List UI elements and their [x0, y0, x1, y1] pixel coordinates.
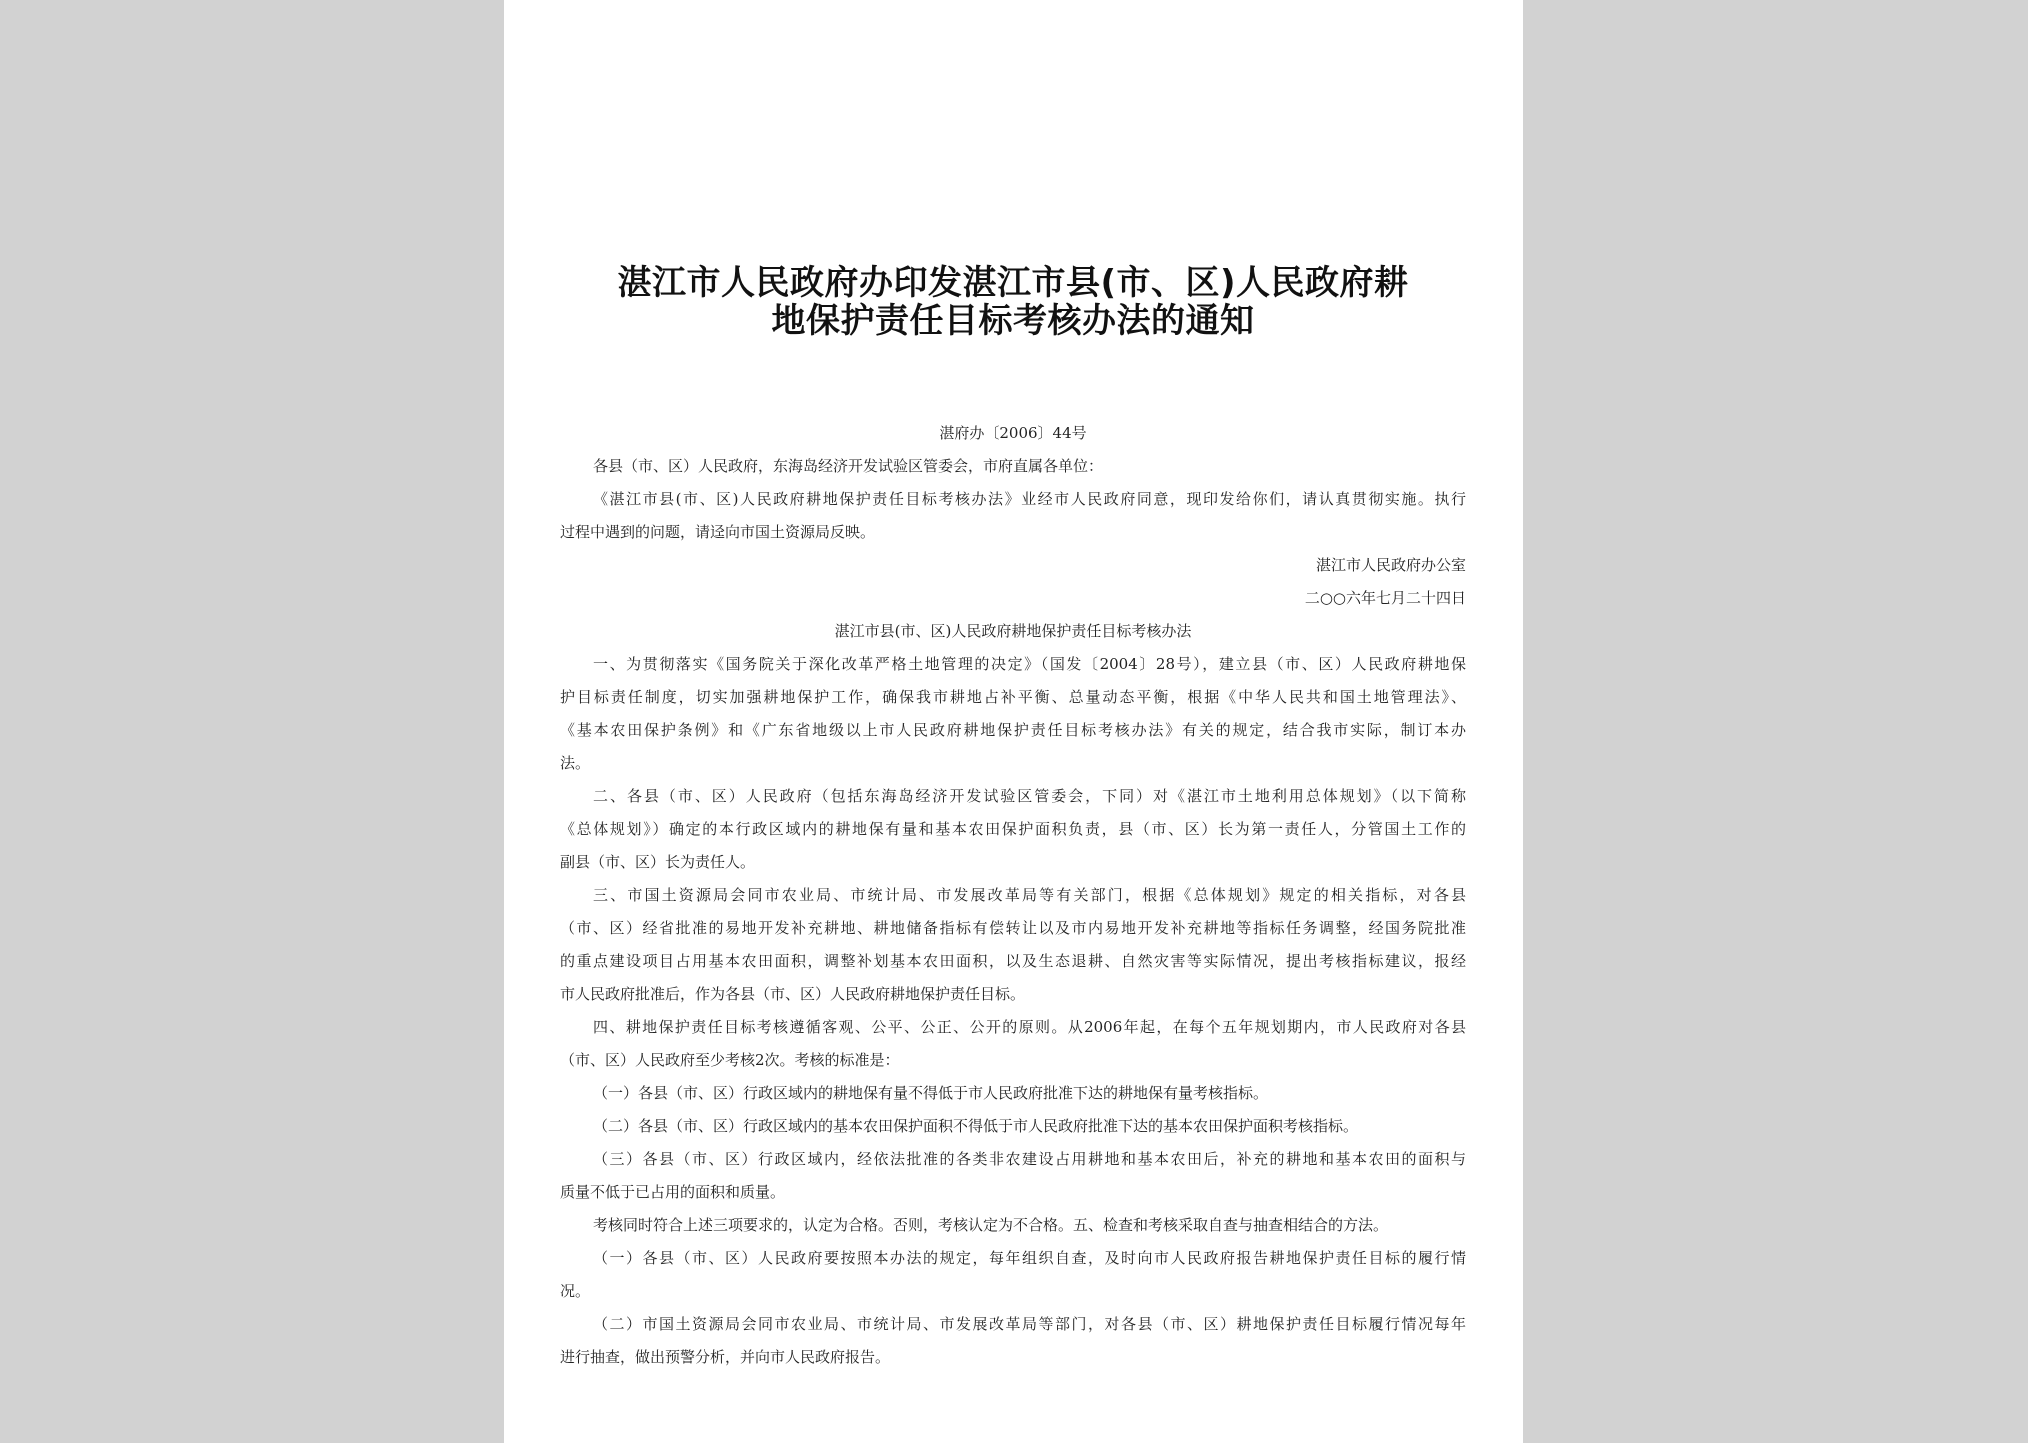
document-title-line-1: 湛江市人民政府办印发湛江市县(市、区)人民政府耕	[617, 263, 1409, 303]
document-title-line-2: 地保护责任目标考核办法的通知	[771, 301, 1255, 341]
body-line: 护目标责任制度，切实加强耕地保护工作，确保我市耕地占补平衡、总量动态平衡，根据《中华人民共和国土地管理法》、	[560, 688, 1466, 706]
body-line: 三、市国土资源局会同市农业局、市统计局、市发展改革局等有关部门，根据《总体规划》规定的相关指标，对各县	[593, 886, 1466, 904]
body-line: （市、区）人民政府至少考核2次。考核的标准是：	[560, 1051, 900, 1069]
body-line: 质量不低于已占用的面积和质量。	[560, 1183, 786, 1201]
body-line: （三）各县（市、区）行政区域内，经依法批准的各类非农建设占用耕地和基本农田后，补充的耕地和基本农田的面积与	[593, 1150, 1466, 1168]
document-number: 湛府办〔2006〕44号	[939, 424, 1087, 442]
measures-title: 湛江市县(市、区)人民政府耕地保护责任目标考核办法	[834, 622, 1192, 640]
body-line: 四、耕地保护责任目标考核遵循客观、公平、公正、公开的原则。从2006年起，在每个五年规划期内，市人民政府对各县	[593, 1018, 1466, 1036]
body-line: 《基本农田保护条例》和《广东省地级以上市人民政府耕地保护责任目标考核办法》有关的规定，结合我市实际，制订本办	[560, 721, 1466, 739]
body-line: 的重点建设项目占用基本农田面积，调整补划基本农田面积，以及生态退耕、自然灾害等实际情况，提出考核指标建议，报经	[560, 952, 1466, 970]
body-line: 二、各县（市、区）人民政府（包括东海岛经济开发试验区管委会，下同）对《湛江市土地利用总体规划》（以下简称	[593, 787, 1466, 805]
body-line: （二）各县（市、区）行政区域内的基本农田保护面积不得低于市人民政府批准下达的基本农田保护面积考核指标。	[593, 1117, 1359, 1135]
body-line: 副县（市、区）长为责任人。	[560, 853, 756, 871]
body-line: （一）各县（市、区）行政区域内的耕地保有量不得低于市人民政府批准下达的耕地保有量考核指标。	[593, 1084, 1269, 1102]
body-line: 市人民政府批准后，作为各县（市、区）人民政府耕地保护责任目标。	[560, 985, 1026, 1003]
notice-line-1: 《湛江市县(市、区)人民政府耕地保护责任目标考核办法》业经市人民政府同意，现印发给你们，请认真贯彻实施。执行	[593, 490, 1466, 508]
notice-line-2: 过程中遇到的问题，请迳向市国土资源局反映。	[560, 523, 876, 541]
body-line: 法。	[560, 754, 591, 772]
signature-organization: 湛江市人民政府办公室	[1315, 556, 1466, 574]
body-line: （市、区）经省批准的易地开发补充耕地、耕地储备指标有偿转让以及市内易地开发补充耕地等指标任务调整，经国务院批准	[560, 919, 1466, 937]
recipients-line: 各县（市、区）人民政府，东海岛经济开发试验区管委会，市府直属各单位：	[593, 457, 1104, 475]
body-line: （二）市国土资源局会同市农业局、市统计局、市发展改革局等部门，对各县（市、区）耕地保护责任目标履行情况每年	[593, 1315, 1466, 1333]
body-line: （一）各县（市、区）人民政府要按照本办法的规定，每年组织自查，及时向市人民政府报告耕地保护责任目标的履行情	[593, 1249, 1466, 1267]
document-page	[504, 0, 1523, 1443]
body-line: 一、为贯彻落实《国务院关于深化改革严格土地管理的决定》（国发〔2004〕28号），建立县（市、区）人民政府耕地保	[593, 655, 1466, 673]
body-line: 况。	[560, 1282, 591, 1300]
body-line: 《总体规划》）确定的本行政区域内的耕地保有量和基本农田保护面积负责，县（市、区）长为第一责任人，分管国土工作的	[560, 820, 1466, 838]
body-line: 进行抽查，做出预警分析，并向市人民政府报告。	[560, 1348, 891, 1366]
signature-date: 二○○六年七月二十四日	[1304, 589, 1466, 607]
body-line: 考核同时符合上述三项要求的，认定为合格。否则，考核认定为不合格。五、检查和考核采取自查与抽查相结合的方法。	[593, 1216, 1389, 1234]
